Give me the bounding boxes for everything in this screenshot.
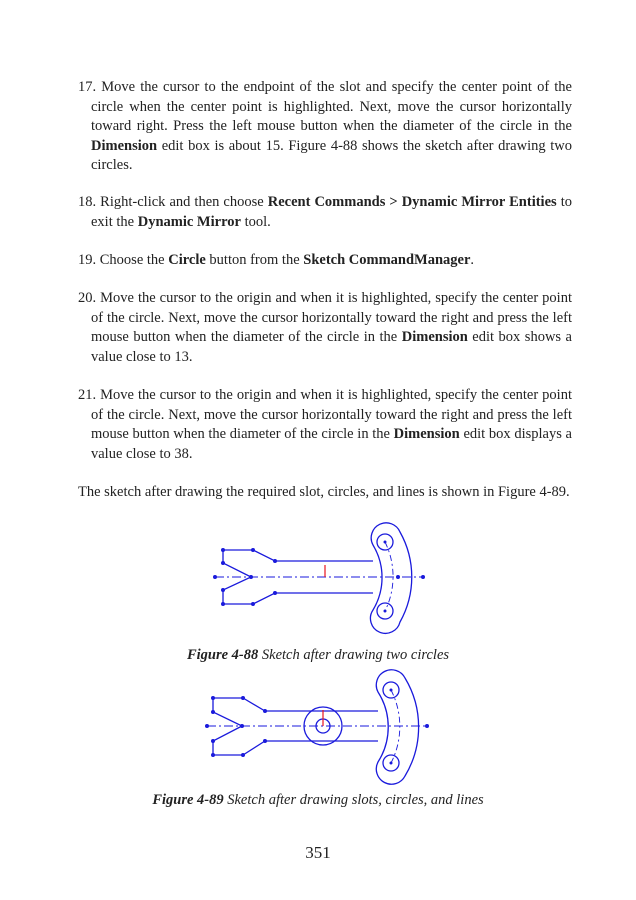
step-20 [78,289,572,367]
bold-term: Recent Commands > Dynamic Mirror Entities [267,194,557,210]
figure-4-88-sketch [205,520,435,638]
step-text: edit box shows a value close to 13. [91,329,572,365]
step-19 [78,251,572,271]
step-text: edit box is about 15. Figure 4-88 shows the sketch after drawing two circles. [91,137,572,173]
bold-term: Dimension [91,137,158,154]
step-text: edit box displays a value close to 38. [91,426,572,462]
step-number: 19. [78,252,97,268]
slot-centerline [391,690,400,763]
step-number: 21. [78,387,97,403]
step-number: 20. [78,290,97,306]
slot-centerline [385,542,393,611]
bold-term: Dimension [393,426,460,442]
figure-4-89-sketch [195,666,435,788]
step-text: Move the cursor to the origin and when it is highlighted, specify the center point of the circle. Next, move the cursor horizontally toward the right and press the left mouse button when the diameter of the circle in the [91,387,572,442]
step-text: Choose the [96,252,169,268]
step-21 [78,386,572,464]
bold-term: Dimension [401,329,468,345]
left-arm-outline [213,698,378,755]
step-text: Move the cursor to the endpoint of the slot and specify the center point of the circle when the center point is highlighted. Next, move the cursor horizontally toward right. Press the left mouse button when the diameter of the circle in the [91,79,572,134]
step-text: tool. [240,213,271,230]
page-number: 351 [305,843,331,862]
step-text: Right-click and then choose [96,194,268,210]
step-18 [78,193,572,232]
step-text: button from the [205,252,304,268]
step-text: . [470,252,475,268]
summary-paragraph: The sketch after drawing the required slot, circles, and lines is shown in Figure 4-89. [78,484,570,500]
bold-term: Sketch CommandManager [303,252,471,268]
step-17 [78,78,572,176]
step-number: 17. [78,79,97,95]
bold-term: Dynamic Mirror [137,213,241,230]
step-text: to exit the [91,194,572,230]
figure-4-89-caption: Figure 4-89 Sketch after drawing slots, circles, and lines [152,792,484,808]
figure-4-88-caption: Figure 4-88 Sketch after drawing two circles [186,647,450,663]
step-number: 18. [78,194,97,210]
bold-term: Circle [168,252,206,268]
step-text: Move the cursor to the origin and when it is highlighted, specify the center point of the circle. Next, move the cursor horizontally toward the right and press the left mouse button when the diameter of the circle in the [91,290,572,345]
